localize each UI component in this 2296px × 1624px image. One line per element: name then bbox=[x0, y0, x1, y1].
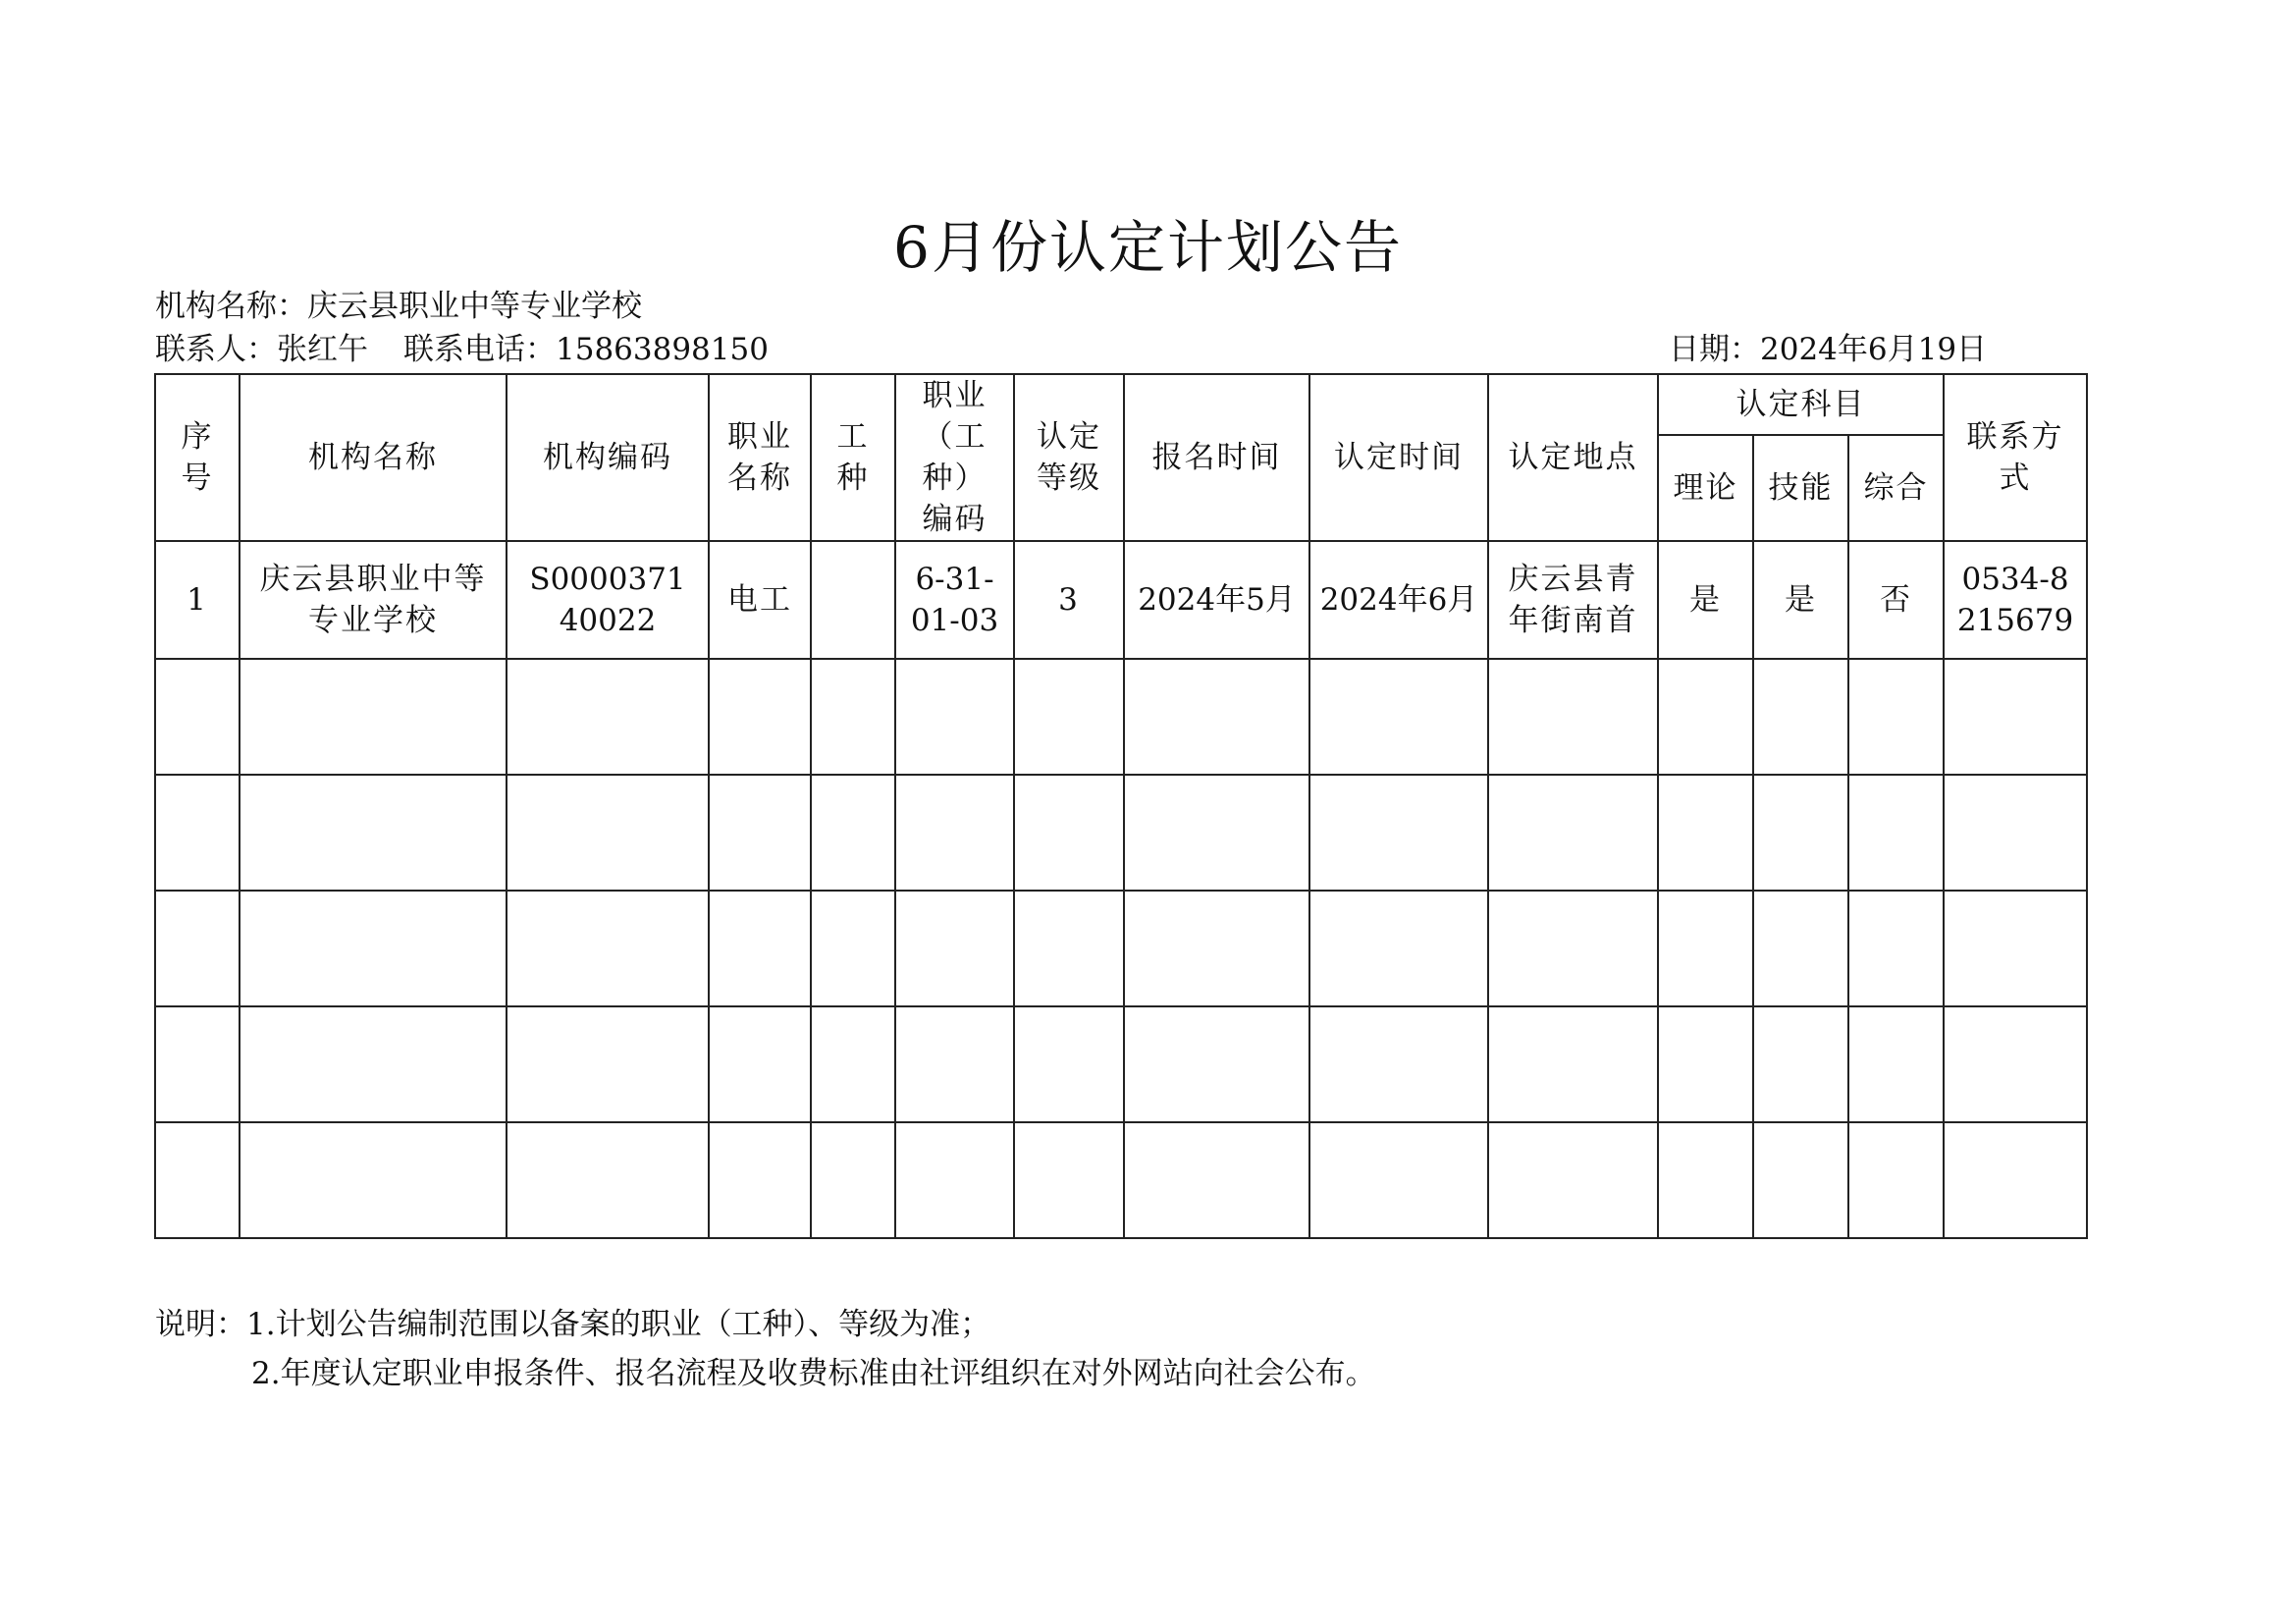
empty-table-row bbox=[155, 775, 2087, 891]
cell-seq: 1 bbox=[155, 541, 240, 659]
cell-org-name: 庆云县职业中等专业学校 bbox=[240, 541, 507, 659]
col-header-subjects: 认定科目 bbox=[1658, 374, 1944, 435]
cell-comprehensive: 否 bbox=[1848, 541, 1944, 659]
notes-section bbox=[155, 1300, 1376, 1398]
cell-occupation-code: 6-31-01-03 bbox=[895, 541, 1014, 659]
cell-trade bbox=[811, 541, 895, 659]
organization-line bbox=[155, 287, 642, 326]
org-label: 机构名称： bbox=[155, 289, 307, 324]
contact-label: 联系人： bbox=[155, 332, 277, 367]
empty-table-row bbox=[155, 659, 2087, 775]
date-value: 2024年6月19日 bbox=[1760, 332, 1988, 367]
cell-org-code: S000037140022 bbox=[507, 541, 709, 659]
col-header-occupation: 职业名称 bbox=[709, 374, 811, 541]
col-header-theory: 理论 bbox=[1658, 435, 1753, 541]
date-line bbox=[1669, 330, 1987, 369]
date-label: 日期： bbox=[1669, 332, 1760, 367]
empty-table-row bbox=[155, 1122, 2087, 1238]
empty-table-row bbox=[155, 891, 2087, 1006]
notes-label: 说明： bbox=[155, 1307, 246, 1342]
certification-plan-table bbox=[154, 373, 2088, 1239]
note-line-1 bbox=[155, 1300, 1376, 1349]
note-item: 1.计划公告编制范围以备案的职业（工种）、等级为准； bbox=[246, 1307, 991, 1342]
note-line-2 bbox=[155, 1349, 1376, 1398]
col-header-comprehensive: 综合 bbox=[1848, 435, 1944, 541]
col-header-exam-time: 认定时间 bbox=[1309, 374, 1488, 541]
col-header-contact: 联系方式 bbox=[1944, 374, 2087, 541]
empty-table-row bbox=[155, 1006, 2087, 1122]
cell-skill: 是 bbox=[1753, 541, 1848, 659]
phone-number: 15863898150 bbox=[556, 332, 769, 367]
phone-label: 联系电话： bbox=[403, 332, 556, 367]
cell-occupation: 电工 bbox=[709, 541, 811, 659]
col-header-signup-time: 报名时间 bbox=[1124, 374, 1309, 541]
contact-line bbox=[155, 330, 769, 369]
col-header-exam-place: 认定地点 bbox=[1488, 374, 1658, 541]
note-item: 2.年度认定职业申报条件、报名流程及收费标准由社评组织在对外网站向社会公布。 bbox=[251, 1356, 1376, 1391]
table-header-row bbox=[155, 374, 2087, 435]
col-header-org-code: 机构编码 bbox=[507, 374, 709, 541]
col-header-skill: 技能 bbox=[1753, 435, 1848, 541]
org-name: 庆云县职业中等专业学校 bbox=[307, 289, 642, 324]
col-header-level: 认定等级 bbox=[1014, 374, 1124, 541]
col-header-org-name: 机构名称 bbox=[240, 374, 507, 541]
cell-exam-time: 2024年6月 bbox=[1309, 541, 1488, 659]
cell-exam-place: 庆云县青年街南首 bbox=[1488, 541, 1658, 659]
contact-name: 张红午 bbox=[277, 332, 368, 367]
cell-theory: 是 bbox=[1658, 541, 1753, 659]
col-header-trade: 工种 bbox=[811, 374, 895, 541]
cell-level: 3 bbox=[1014, 541, 1124, 659]
col-header-seq: 序号 bbox=[155, 374, 240, 541]
page-title: 6月份认定计划公告 bbox=[893, 214, 1403, 281]
cell-contact: 0534-8215679 bbox=[1944, 541, 2087, 659]
table-row bbox=[155, 541, 2087, 659]
cell-signup-time: 2024年5月 bbox=[1124, 541, 1309, 659]
col-header-occupation-code: 职业（工种）编码 bbox=[895, 374, 1014, 541]
